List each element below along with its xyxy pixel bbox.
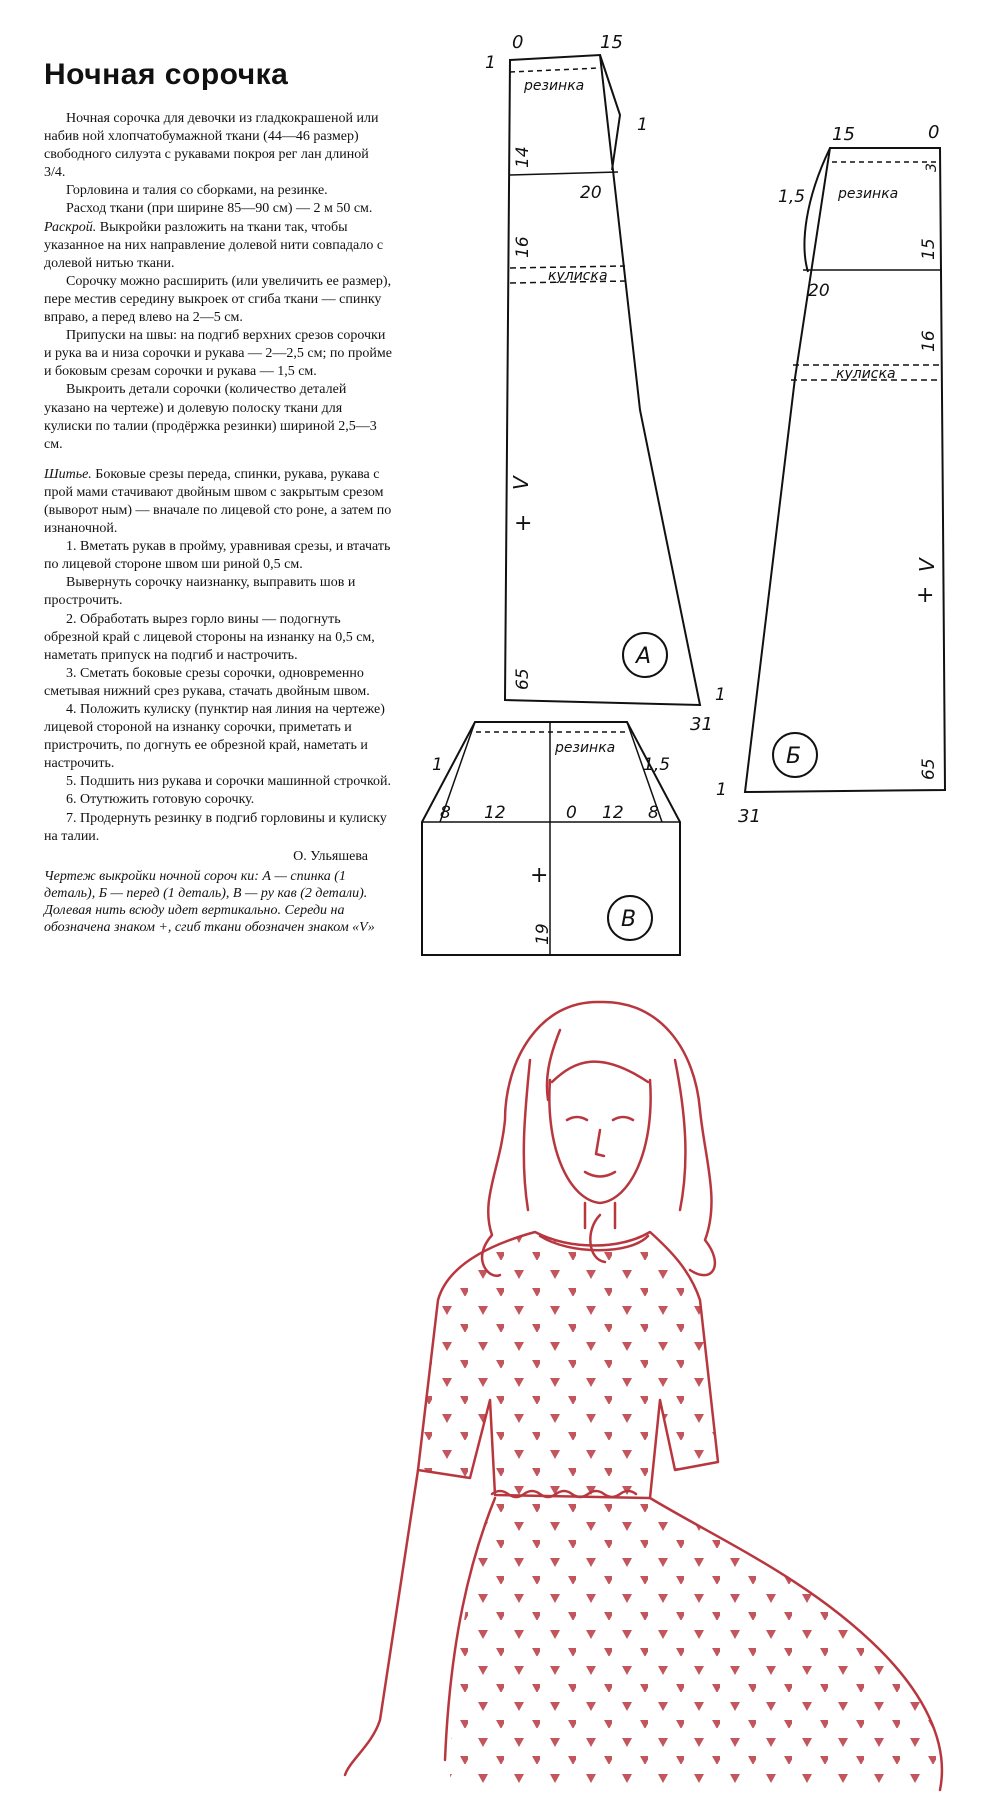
widen-paragraph: Сорочку можно расширить (или увеличить ее размер), пере местив середину выкроек от сгиба ткани — спинку вправо, а перед влево на 2—5 см. (44, 273, 392, 326)
pattern-v-num-0: 0 (566, 803, 577, 823)
intro-paragraph: Ночная сорочка для девочки из гладкокрашеной или набив ной хлопчатобумажной ткани (44—46 размер) свободного силуэта с рукавами покроя рег лан длиной 3/4. (44, 111, 379, 181)
step-1b: Вывернуть сорочку наизнанку, выправить шов и прострочить. (44, 575, 356, 609)
pattern-v-num-12-right: 12 (602, 803, 624, 823)
raskroy-label: Раскрой. (44, 219, 97, 235)
pattern-a-num-15: 15 (600, 32, 623, 53)
arm (345, 1470, 418, 1775)
raskroy-text: Выкройки разложить на ткани так, чтобы указанное на них направление долевой нити совпадало с долевой нитью ткани. (44, 219, 384, 271)
cut-paragraph: Выкроить детали сорочки (количество деталей указано на чертеже) и долевую полоску ткани для кулиски по талии (продёржка резинки) шириной 2,5—3 см. (44, 382, 377, 452)
allowance-paragraph: Припуски на швы: на подгиб верхних срезов сорочки и рука ва и низа сорочки и рукава — 2—2,5 см; по пройме и боковым срезам сорочки и рукава — 1,5 см. (44, 328, 392, 380)
shitye-text: Боковые срезы переда, спинки, рукава, рукава с прой мами стачивают двойным швом с закрытым срезом (выворот ным) — вначале по лицевой сто роне, а затем по изнаночной. (44, 466, 392, 537)
pattern-b-num-1-5: 1,5 (778, 187, 806, 207)
pattern-a-num-31: 31 (690, 714, 713, 735)
pattern-v-center-mark: + (530, 863, 549, 888)
step-2: 2. Обработать вырез горло вины — подогнуть обрезной край с лицевой стороны на изнанку на 0,5 см, наметать припуск на подгиб и настрочить. (44, 611, 375, 663)
hair-strands (524, 1030, 686, 1210)
pattern-b-num-0: 0 (928, 122, 940, 143)
pattern-v-letter: В (621, 907, 637, 932)
fabric-paragraph: Расход ткани (при ширине 85—90 см) — 2 м 50 см. (66, 201, 373, 217)
step-5: 5. Подшить низ рукава и сорочки машинной строчкой. (66, 774, 392, 790)
pattern-b-kuliska-label: кулиска (836, 366, 896, 382)
pattern-v-num-19: 19 (533, 923, 553, 945)
pattern-a-rezinka-label: резинка (524, 78, 585, 94)
pattern-b-num-15-side: 15 (919, 238, 939, 260)
author: О. Ульяшева (293, 848, 368, 864)
pattern-v-num-12-left: 12 (484, 803, 506, 823)
bodice-print (418, 1232, 718, 1498)
pattern-b-num-20: 20 (808, 281, 830, 301)
neckline-paragraph: Горловина и талия со сборками, на резинке. (66, 183, 328, 199)
pattern-a-num-14: 14 (513, 146, 533, 168)
pattern-b-num-1-bottom: 1 (716, 780, 727, 800)
pattern-v-num-1-5: 1,5 (643, 755, 671, 775)
pattern-v-num-1: 1 (432, 755, 443, 775)
pattern-a-center-mark: + (514, 511, 533, 536)
pattern-b-letter: Б (786, 744, 802, 769)
pattern-a-num-0: 0 (512, 32, 524, 53)
shitye-label: Шитье. (44, 466, 92, 482)
pattern-b-num-3: 3 (924, 163, 940, 172)
figure-caption: Чертеж выкройки ночной сороч ки: А — спинка (1 деталь), Б — перед (1 деталь), В — ру кав (2 детали). Долевая нить всюду идет вертикально. Середи на обозначена знаком +, сгиб ткани обозначен знаком «V» (44, 868, 375, 935)
pattern-a-num-65: 65 (513, 668, 533, 690)
step-6: 6. Отутюжить готовую сорочку. (66, 792, 255, 808)
pattern-b-num-16: 16 (919, 330, 939, 352)
pattern-v-num-8-left: 8 (440, 803, 451, 823)
pattern-a-num-1-bottom: 1 (715, 685, 726, 705)
pattern-b-fold-mark: V (915, 558, 939, 572)
pattern-b-rezinka-label: резинка (838, 186, 899, 202)
step-4: 4. Положить кулиску (пунктир ная линия на чертеже) лицевой стороной на изнанку сорочки, приметать и пристрочить, по догнуть ее обрезной край, наметать и настрочить. (44, 702, 385, 772)
pattern-a-kuliska-label: кулиска (548, 268, 608, 284)
pattern-b-num-31: 31 (738, 806, 761, 827)
pattern-v-num-8-right: 8 (648, 803, 659, 823)
step-7: 7. Продернуть резинку в подгиб горловины и кулиску на талии. (44, 810, 387, 844)
pattern-a-num-16: 16 (513, 236, 533, 258)
step-3: 3. Сметать боковые срезы сорочки, одновременно сметывая нижний срез рукава, стачать двойным швом. (44, 665, 370, 699)
skirt-print (450, 1498, 942, 1790)
pattern-a-num-1-side: 1 (637, 115, 648, 135)
pattern-b-num-65: 65 (919, 758, 939, 780)
step-1: 1. Вметать рукав в пройму, уравнивая срезы, и втачать по лицевой стороне швом ши риной 0,5 см. (44, 539, 391, 573)
pattern-v-rezinka-label: резинка (555, 740, 616, 756)
nose (596, 1130, 604, 1156)
fringe (552, 1062, 648, 1082)
pattern-b-center-mark: + (916, 583, 935, 608)
face-outline (549, 1080, 650, 1203)
pattern-a-num-1-top: 1 (485, 53, 496, 73)
pattern-a-num-20: 20 (580, 183, 602, 203)
eyes (567, 1117, 633, 1120)
pattern-a-letter: А (636, 644, 652, 669)
pattern-a-fold-mark: V (509, 476, 533, 490)
mouth (585, 1172, 615, 1177)
article-title: Ночная сорочка (44, 58, 289, 91)
pattern-b-num-15: 15 (832, 124, 855, 145)
